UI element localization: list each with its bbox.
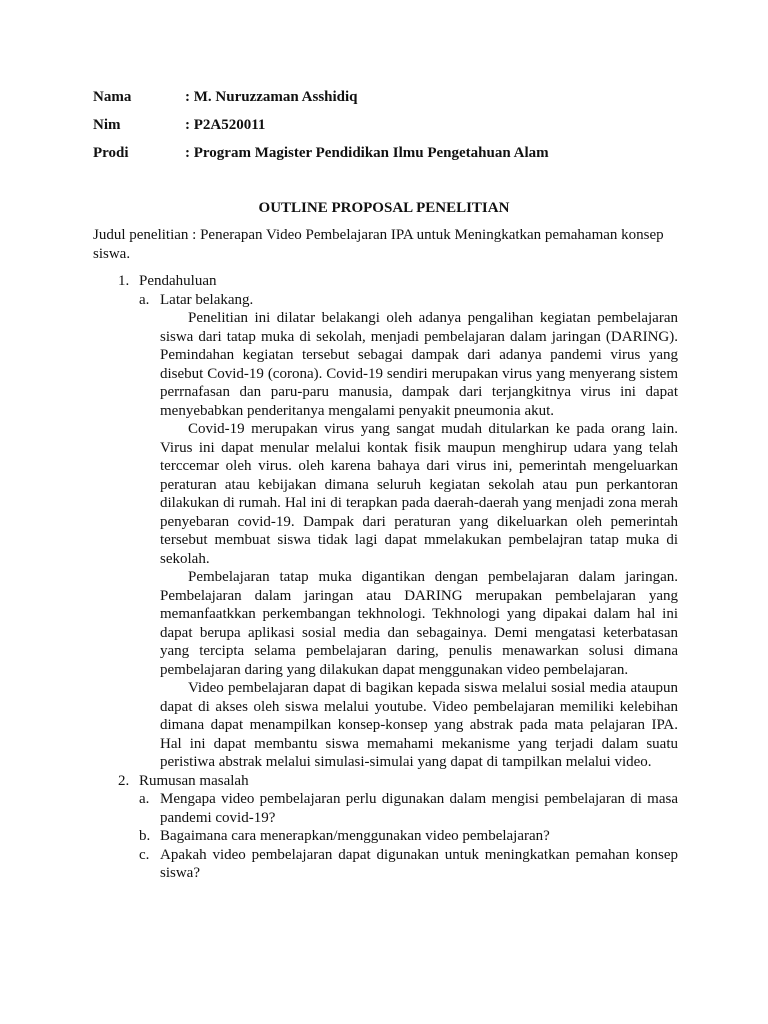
- section-number: 2.: [118, 772, 130, 789]
- list-item: [139, 827, 678, 846]
- nim-value: : P2A520011: [185, 117, 266, 133]
- item-text: Apakah video pembelajaran dapat digunakan untuk meningkatkan pemahan konsep siswa?: [160, 846, 678, 881]
- section-rumusan-masalah: [118, 772, 678, 883]
- nim-label: Nim: [93, 117, 121, 133]
- subsection-label: Latar belakang.: [160, 291, 254, 308]
- nama-value: : M. Nuruzzaman Asshidiq: [185, 89, 358, 105]
- paragraph: Covid-19 merupakan virus yang sangat mudah ditularkan ke pada orang lain. Virus ini dapat menular melalui kontak fisik maupun menghirup udara yang telah terccemar oleh virus. oleh karena bahaya dari virus ini, pemerintah mengeluarkan peraturan atau kebijakan dimana seluruh kegiatan sekolah atau pun perkantoran dilakukan di rumah. Hal ini di terapkan pada daerah-daerah yang menjadi zona merah penyebaran covid-19. Dampak dari peraturan yang dikeluarkan oleh pemerintah tersebut membuat siswa tidak lagi dapat mmelakukan pembelajran tatap muka di sekolah.: [160, 421, 678, 567]
- item-letter: c.: [139, 846, 150, 863]
- subsection-latar-belakang: [139, 291, 678, 310]
- section-pendahuluan: [118, 272, 678, 772]
- research-title: Judul penelitian : Penerapan Video Pembelajaran IPA untuk Meningkatkan pemahaman konsep siswa.: [93, 227, 664, 262]
- item-text: Bagaimana cara menerapkan/menggunakan video pembelajaran?: [160, 828, 550, 844]
- section-label: Pendahuluan: [139, 273, 217, 289]
- paragraph: Pembelajaran tatap muka digantikan dengan pembelajaran dalam jaringan. Pembelajaran dalam jaringan atau DARING merupakan pembelajaran yang memanfaatkkan perkembangan tekhnologi. Tekhnologi yang dipakai dalam hal ini dapat berupa aplikasi sosial media dan sebagainya. Demi mengatasi keterbatasan yang tercipta selama pembelajaran daring, penulis menawarkan solusi dimana pembelajaran daring yang dilakukan dapat menggunakan video pembelajaran.: [160, 569, 678, 678]
- prodi-label: Prodi: [93, 145, 129, 161]
- nama-row: [93, 88, 693, 116]
- outline-list: [118, 272, 678, 883]
- item-text: Mengapa video pembelajaran perlu digunakan dalam mengisi pembelajaran di masa pandemi covid-19?: [160, 791, 678, 826]
- section-label: Rumusan masalah: [139, 772, 249, 789]
- list-item: [139, 846, 678, 883]
- item-letter: a.: [139, 791, 150, 807]
- item-letter: b.: [139, 828, 151, 844]
- paragraph: Video pembelajaran dapat di bagikan kepada siswa melalui sosial media ataupun dapat di akses oleh siswa melalui youtube. Video pembelajaran memiliki kelebihan dimana dapat menampilkan konsep-konsep yang abstrak pada mata pelajaran IPA. Hal ini dapat membantu siswa memahami mekanisme yang terjadi dalam suatu peristiwa abstrak melalui simulasi-simulai yang dapat di tampilkan melalui video.: [160, 680, 678, 770]
- nama-label: Nama: [93, 89, 132, 105]
- prodi-row: [93, 144, 693, 172]
- document-title: OUTLINE PROPOSAL PENELITIAN: [258, 200, 510, 216]
- identity-block: [93, 88, 693, 172]
- prodi-value: : Program Magister Pendidikan Ilmu Pengetahuan Alam: [185, 145, 549, 161]
- list-item: [139, 790, 678, 827]
- subsection-letter: a.: [139, 291, 150, 308]
- nim-row: [93, 116, 693, 144]
- section-number: 1.: [118, 273, 130, 289]
- paragraph: Penelitian ini dilatar belakangi oleh adanya pengalihan kegiatan pembelajaran siswa dari tatap muka di sekolah, menjadi pembelajaran dalam jaringan (DARING). Pemindahan kegiatan tersebut sebagai dampak dari adanya pandemi virus yang disebut Covid-19 (corona). Covid-19 sendiri merupakan virus yang menyerang sistem perrnafasan dan paru-paru manusia, dampak dari terjangkitnya virus ini dapat menyebabkan penderitanya mengalami penyakit pneumonia akut.: [160, 310, 678, 419]
